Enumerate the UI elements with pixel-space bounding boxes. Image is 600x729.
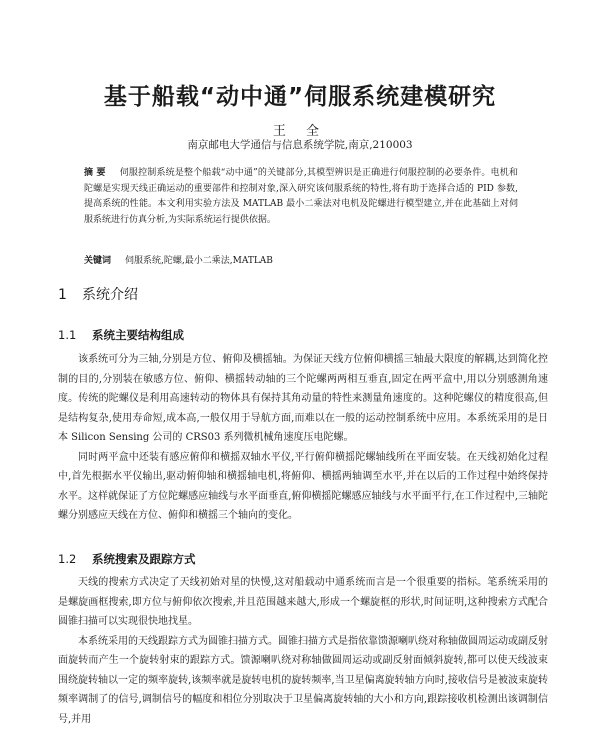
keywords-label: 关键词 <box>84 256 111 266</box>
section-heading-1 <box>58 284 138 304</box>
paragraph: 该系统可分为三轴,分别是方位、俯仰及横摇轴。为保证天线方位俯仰横摇三轴最大限度的解耦,达到简化控制的目的,分别装在敏感方位、俯仰、横摇转动轴的三个陀螺两两相互垂直,固定在两平盒中,用以分别感测角速度。传统的陀螺仪是利用高速转动的物体具有保持其角动量的特性来测量角速度的。这种陀螺仪的精度很高,但是结构复杂,使用寿命短,成本高,一般仅用于导航方面,而难以在一般的运动控制系统中应用。本系统采用的是日本 Silicon Sensing 公司的 CRS03 系列微机械角速度压电陀螺。 <box>58 350 548 448</box>
section-1-2-body <box>58 573 548 729</box>
abstract-label: 摘 要 <box>84 168 106 178</box>
subsection-title: 系统主要结构组成 <box>92 328 184 342</box>
section-number: 1 <box>58 287 82 303</box>
abstract-text: 伺服控制系统是整个船载“动中通”的关键部分,其模型辨识是正确进行伺服控制的必要条件。电机和陀螺是实现天线正确运动的重要部件和控制对象,深入研究该伺服系统的特性,将有助于选择合适的 PID 参数,提高系统的性能。本文利用实验方法及 MATLAB 最小二乘法对电机及陀螺进行模型建立,并在此基础上对伺服系统进行仿真分析,为实际系统运行提供依据。 <box>84 168 518 225</box>
section-heading-1-1 <box>58 327 184 343</box>
paragraph: 同时两平盒中还装有感应俯仰和横摇双轴水平仪,平行俯仰横摇陀螺轴线所在平面安装。在天线初始化过程中,首先根据水平仪输出,驱动俯仰轴和横摇轴电机,将俯仰、横摇两轴调至水平,并在以后的工作过程中始终保持水平。这样就保证了方位陀螺感应轴线与水平面垂直,俯仰横摇陀螺感应轴线与水平面平行,在工作过程中,三轴陀螺分别感应天线在方位、俯仰和横摇三个轴向的变化。 <box>58 448 548 526</box>
paper-title: 基于船载“动中通”伺服系统建模研究 <box>0 78 600 111</box>
paragraph: 本系统采用的天线跟踪方式为圆锥扫描方式。圆锥扫描方式是指依靠馈源喇叭绕对称轴做圆周运动或副反射面旋转而产生一个旋转射束的跟踪方式。馈源喇叭绕对称轴做圆周运动或副反射面倾斜旋转,都可以使天线波束围绕旋转轴以一定的频率旋转,该频率就是旋转电机的旋转频率,当卫星偏离旋转轴方向时,接收信号是被波束旋转频率调制了的信号,调制信号的幅度和相位分别取决于卫星偏离旋转轴的大小和方向,跟踪接收机检测出该调制信号,并用 <box>58 632 548 729</box>
abstract <box>84 166 518 228</box>
author-affiliation: 南京邮电大学通信与信息系统学院,南京,210003 <box>0 137 600 152</box>
section-1-1-body <box>58 350 548 526</box>
keywords-text: 伺服系统,陀螺,最小二乘法,MATLAB <box>125 256 273 266</box>
section-heading-1-2 <box>58 551 196 567</box>
subsection-number: 1.2 <box>58 552 92 566</box>
section-title: 系统介绍 <box>82 287 138 303</box>
keywords <box>84 254 518 268</box>
subsection-title: 系统搜索及跟踪方式 <box>92 552 196 566</box>
paragraph: 天线的搜索方式决定了天线初始对星的快慢,这对船载动中通系统而言是一个很重要的指标。笔系统采用的是螺旋画框搜索,即方位与俯仰依次搜索,并且范围越来越大,形成一个螺旋框的形状,时间证明,这种搜索方式配合圆锥扫描可以实现很快地找星。 <box>58 573 548 632</box>
author-name: 王 全 <box>0 120 600 139</box>
subsection-number: 1.1 <box>58 328 92 342</box>
